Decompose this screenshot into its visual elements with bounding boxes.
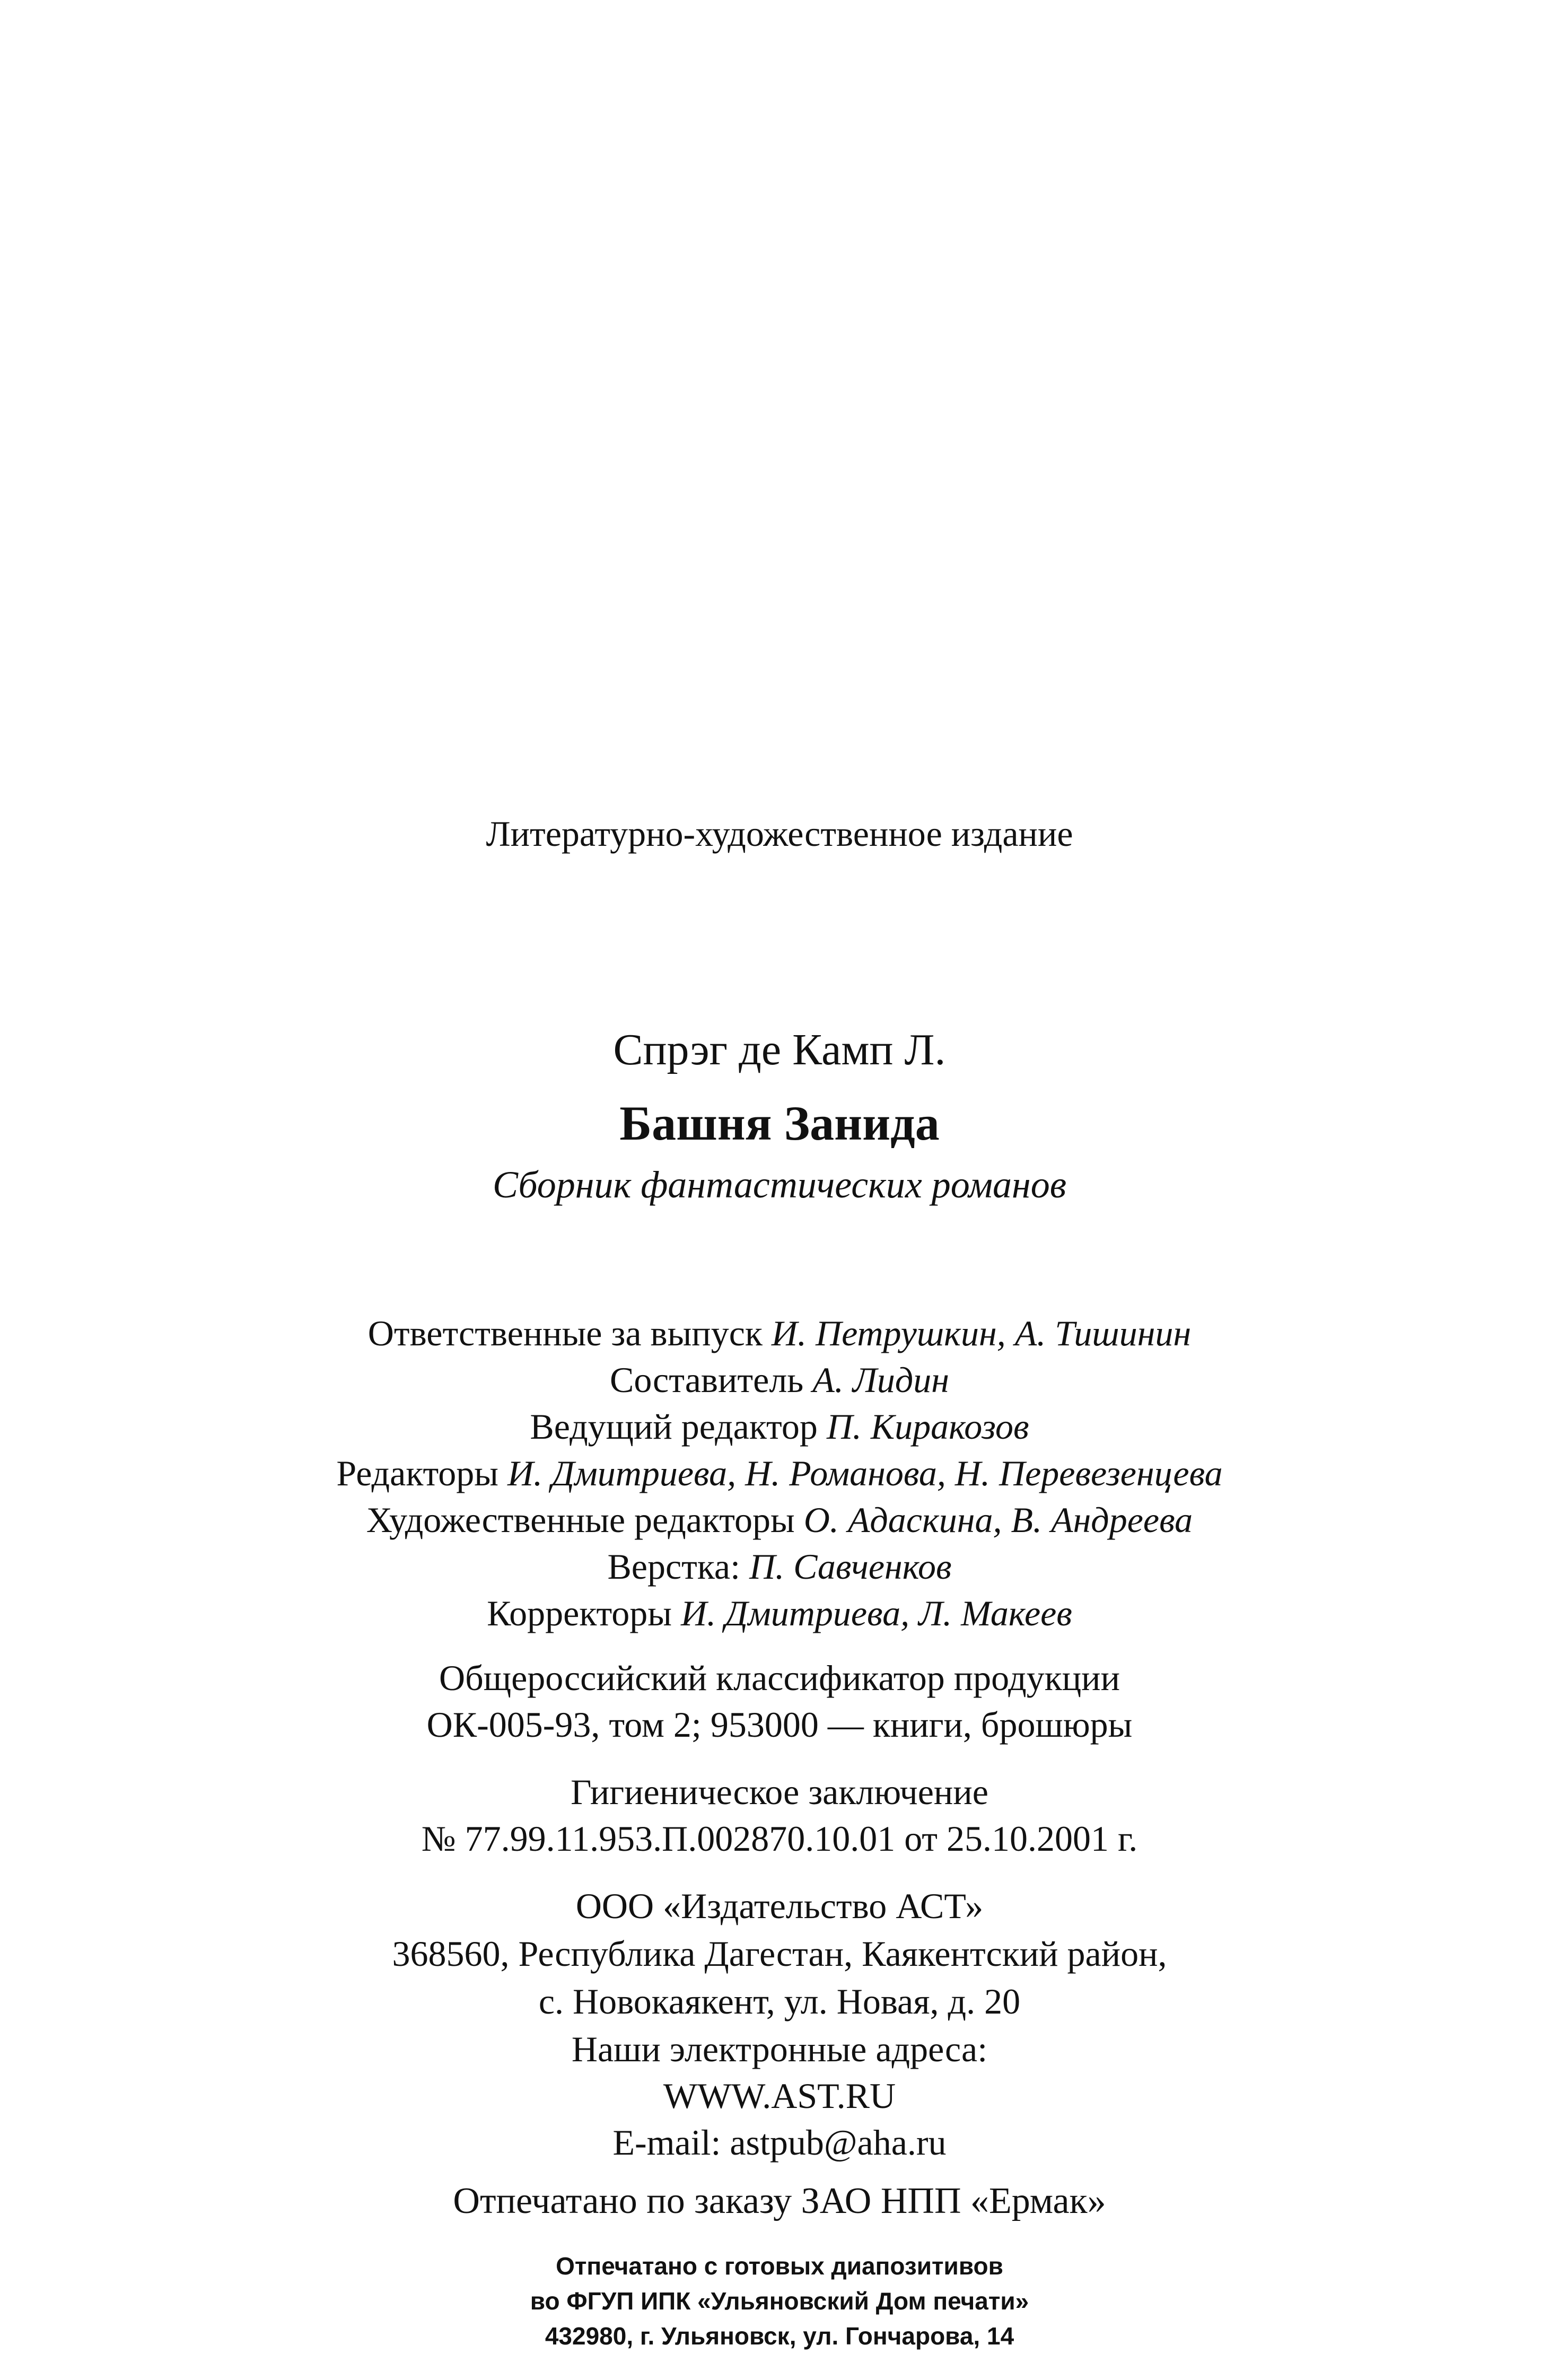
credit-role: Художественные редакторы (366, 1500, 795, 1540)
classifier-line-2: ОК-005-93, том 2; 953000 — книги, брошюры (426, 1704, 1133, 1745)
publisher-address-1: 368560, Республика Дагестан, Каякентский район, (392, 1933, 1167, 1974)
book-title: Башня Занида (619, 1096, 940, 1150)
book-author: Спрэг де Камп Л. (613, 1025, 946, 1074)
credit-names: А. Лидин (812, 1360, 950, 1400)
publisher-website: WWW.AST.RU (663, 2076, 896, 2116)
credit-role: Ведущий редактор (530, 1406, 818, 1447)
credit-line (0, 1315, 1559, 1351)
printer-line-1: Отпечатано с готовых диапозитивов (556, 2252, 1003, 2280)
hygiene-line-2: № 77.99.11.953.П.002870.10.01 от 25.10.2001 г. (421, 1818, 1138, 1859)
publisher-address-2: с. Новокаякент, ул. Новая, д. 20 (538, 1981, 1021, 2022)
classifier-line-1: Общероссийский классификатор продукции (439, 1658, 1120, 1698)
credit-line (0, 1408, 1559, 1445)
credit-names: И. Дмитриева, Н. Романова, Н. Перевезенцева (507, 1453, 1223, 1493)
credit-names: И. Дмитриева, Л. Макеев (680, 1593, 1072, 1633)
credit-role: Редакторы (336, 1453, 498, 1493)
credit-line (0, 1548, 1559, 1585)
credit-line (0, 1455, 1559, 1491)
credit-role: Составитель (609, 1360, 804, 1400)
credit-line (0, 1595, 1559, 1631)
credit-role: Верстка: (607, 1546, 740, 1587)
credit-names: П. Киракозов (826, 1406, 1029, 1447)
publisher-web-label: Наши электронные адреса: (571, 2029, 988, 2069)
credit-names: И. Петрушкин, А. Тишинин (771, 1313, 1192, 1353)
print-order: Отпечатано по заказу ЗАО НПП «Ермак» (453, 2181, 1106, 2221)
credit-names: П. Савченков (749, 1546, 952, 1587)
printer-line-2: во ФГУП ИПК «Ульяновский Дом печати» (530, 2287, 1029, 2315)
printer-line-3: 432980, г. Ульяновск, ул. Гончарова, 14 (545, 2322, 1014, 2350)
credit-line (0, 1362, 1559, 1398)
credit-role: Ответственные за выпуск (367, 1313, 763, 1353)
credit-role: Корректоры (487, 1593, 672, 1633)
publisher-email: E-mail: astpub@aha.ru (612, 2122, 947, 2163)
credit-line (0, 1502, 1559, 1538)
book-subtitle: Сборник фантастических романов (493, 1163, 1066, 1206)
publisher-name: ООО «Издательство АСТ» (575, 1886, 984, 1926)
credit-names: О. Адаскина, В. Андреева (803, 1500, 1193, 1540)
edition-type: Литературно-художественное издание (486, 813, 1073, 854)
hygiene-line-1: Гигиеническое заключение (571, 1772, 988, 1812)
